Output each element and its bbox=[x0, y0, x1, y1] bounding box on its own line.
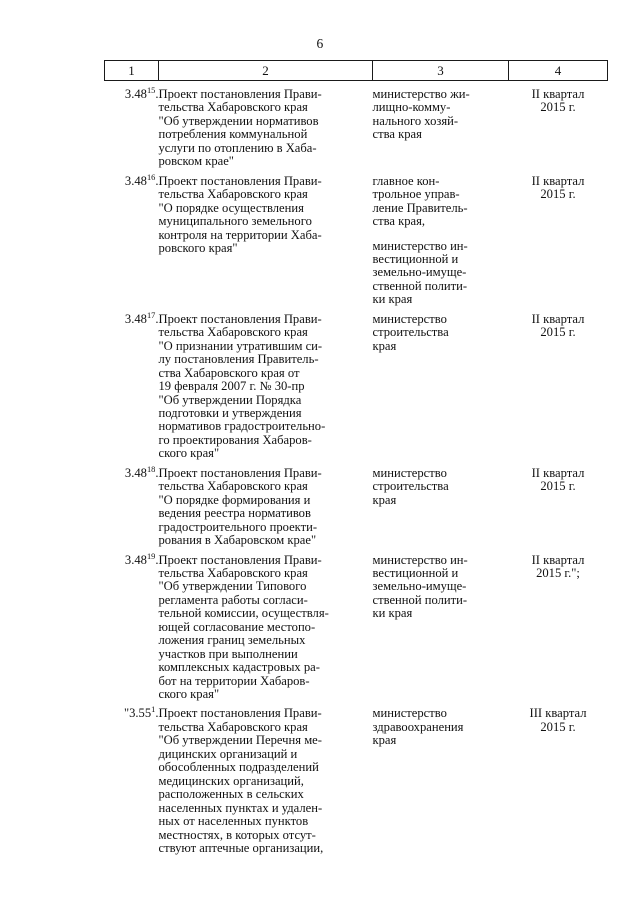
term-line: II квартал bbox=[531, 87, 585, 101]
row-number-suffix: . bbox=[155, 87, 159, 101]
measure-name-line: ского края" bbox=[158, 687, 220, 702]
measure-name-line: ствуют аптечные организации, bbox=[158, 841, 324, 856]
row-number bbox=[105, 701, 159, 855]
measure-name-line: ровском крае" bbox=[158, 154, 234, 169]
responsible-organization-line: ства края, bbox=[372, 214, 426, 229]
responsible-organization-line: министерство жи- bbox=[372, 87, 470, 101]
responsible-organization-line: министерство bbox=[372, 706, 447, 721]
responsible-organization bbox=[373, 175, 509, 307]
measure-name-line: градостроительного проекти- bbox=[158, 519, 318, 534]
page-number: 6 bbox=[316, 36, 324, 51]
measure-name-line: тельства Хабаровского края bbox=[158, 565, 308, 580]
measure-name-line: Проект постановления Прави- bbox=[158, 552, 322, 567]
column-header-4: 4 bbox=[509, 61, 608, 81]
measure-name bbox=[159, 175, 373, 256]
responsible-organization-line: ки края bbox=[372, 606, 413, 621]
responsible-organization-line: ства края bbox=[372, 127, 422, 142]
measure-name-line: расположенных в сельских bbox=[158, 787, 304, 802]
measure-name-line: населенных пунктах и удален- bbox=[158, 800, 323, 815]
measure-name-line: тельства Хабаровского края bbox=[158, 325, 308, 340]
row-measure-name bbox=[159, 81, 373, 169]
row-number-suffix: . bbox=[155, 311, 159, 326]
row-measure-name bbox=[159, 701, 373, 855]
measure-name bbox=[159, 554, 373, 702]
measure-name-line: "Об утверждении Типового bbox=[158, 579, 307, 594]
measure-name-line: 19 февраля 2007 г. № 30-пр bbox=[158, 379, 305, 394]
measure-name-line: медицинских организаций, bbox=[158, 773, 304, 788]
measure-name-line: нормативов градостроительно- bbox=[158, 419, 326, 434]
measure-name bbox=[159, 313, 373, 461]
row-number-suffix: . bbox=[155, 552, 159, 567]
term bbox=[509, 88, 608, 115]
row-term bbox=[509, 169, 608, 307]
row-number-suffix: . bbox=[155, 465, 159, 480]
responsible-organization-line: министерство bbox=[372, 311, 447, 326]
measure-name-line: местностях, в которых отсут- bbox=[158, 827, 316, 842]
row-number-suffix: . bbox=[155, 173, 159, 188]
responsible-organization-line: вестиционной и bbox=[372, 565, 459, 580]
responsible-organization-line: края bbox=[372, 338, 397, 353]
measure-name-line: подготовки и утверждения bbox=[158, 405, 302, 420]
row-number-base: 3.48 bbox=[124, 552, 147, 567]
row-number bbox=[105, 81, 159, 169]
row-number bbox=[105, 307, 159, 461]
measure-name-line: ства Хабаровского края от bbox=[158, 365, 300, 380]
measure-name-line: Проект постановления Прави- bbox=[158, 87, 322, 101]
measure-name-line: регламента работы согласи- bbox=[158, 592, 308, 607]
term-line: 2015 г. bbox=[540, 187, 576, 202]
row-number bbox=[105, 169, 159, 307]
measure-name-line: "О порядке формирования и bbox=[158, 492, 311, 507]
responsible-organization bbox=[373, 554, 509, 621]
row-measure-name bbox=[159, 461, 373, 548]
measure-name-line: тельства Хабаровского края bbox=[158, 100, 308, 115]
responsible-organization-line: края bbox=[372, 492, 397, 507]
row-number-suffix: . bbox=[155, 706, 159, 721]
row-term bbox=[509, 548, 608, 702]
row-number-base: 3.48 bbox=[124, 87, 147, 101]
row-number-superscript: 15 bbox=[146, 85, 156, 95]
responsible-organization-line: ки края bbox=[372, 292, 413, 307]
measure-name-line: дицинских организаций и bbox=[158, 746, 298, 761]
responsible-organization-line: министерство bbox=[372, 465, 447, 480]
row-term bbox=[509, 701, 608, 855]
measure-name-line: потребления коммунальной bbox=[158, 127, 308, 142]
measure-name-line: лу постановления Правитель- bbox=[158, 352, 319, 367]
row-number-superscript: 16 bbox=[146, 172, 156, 182]
measure-name-line: Проект постановления Прави- bbox=[158, 173, 322, 188]
measure-name-line: го проектирования Хабаров- bbox=[158, 432, 312, 447]
responsible-organization-line: ственной полити- bbox=[372, 278, 468, 293]
row-responsible-organization bbox=[373, 548, 509, 702]
row-number-prefix: " bbox=[123, 706, 130, 721]
column-header-3: 3 bbox=[373, 61, 509, 81]
row-responsible-organization bbox=[373, 461, 509, 548]
responsible-organization-line: здравоохранения bbox=[372, 719, 464, 734]
row-number-base: 3.55 bbox=[129, 706, 152, 721]
row-responsible-organization bbox=[373, 701, 509, 855]
table-body bbox=[105, 81, 608, 856]
measure-name-line: "О порядке осуществления bbox=[158, 200, 304, 215]
term-line: II квартал bbox=[531, 552, 585, 567]
row-number-base: 3.48 bbox=[124, 173, 147, 188]
responsible-organization bbox=[373, 467, 509, 507]
row-number-base: 3.48 bbox=[124, 465, 147, 480]
responsible-organization-line: главное кон- bbox=[372, 173, 440, 188]
responsible-organization bbox=[373, 88, 509, 142]
measure-name bbox=[159, 707, 373, 855]
table-header-row bbox=[105, 61, 608, 81]
measure-name-line: Проект постановления Прави- bbox=[158, 311, 322, 326]
table-row bbox=[105, 169, 608, 307]
responsible-organization bbox=[373, 707, 509, 747]
term-line: II квартал bbox=[531, 173, 585, 188]
term bbox=[509, 554, 608, 581]
measure-name-line: Проект постановления Прави- bbox=[158, 706, 322, 721]
responsible-organization-line: строительства bbox=[372, 479, 449, 494]
row-responsible-organization bbox=[373, 169, 509, 307]
term bbox=[509, 313, 608, 340]
row-term bbox=[509, 461, 608, 548]
row-number-base: 3.48 bbox=[124, 311, 147, 326]
term-line: 2015 г. bbox=[540, 100, 576, 115]
responsible-organization-line: ление Правитель- bbox=[372, 200, 468, 215]
term-line: 2015 г. bbox=[540, 719, 576, 734]
measure-name-line: Проект постановления Прави- bbox=[158, 465, 322, 480]
responsible-organization-line: ственной полити- bbox=[372, 592, 468, 607]
term bbox=[509, 175, 608, 202]
row-responsible-organization bbox=[373, 81, 509, 169]
measure-name-line: комплексных кадастровых ра- bbox=[158, 660, 320, 675]
measure-name-line: "Об утверждении Порядка bbox=[158, 392, 302, 407]
responsible-organization-line: министерство ин- bbox=[372, 238, 468, 253]
column-header-1: 1 bbox=[105, 61, 159, 81]
measure-name-line: услуги по отоплению в Хаба- bbox=[158, 140, 317, 155]
measure-name bbox=[159, 467, 373, 548]
column-header-2: 2 bbox=[159, 61, 373, 81]
measure-name-line: тельной комиссии, осуществля- bbox=[158, 606, 329, 621]
responsible-organization bbox=[373, 313, 509, 353]
responsible-organization-line: края bbox=[372, 733, 397, 748]
row-measure-name bbox=[159, 548, 373, 702]
term-line: 2015 г. bbox=[540, 325, 576, 340]
measure-name-line: "Об утверждении Перечня ме- bbox=[158, 733, 322, 748]
responsible-organization-line: министерство ин- bbox=[372, 552, 468, 567]
row-responsible-organization bbox=[373, 307, 509, 461]
row-number bbox=[105, 461, 159, 548]
measure-name-line: контроля на территории Хаба- bbox=[158, 227, 322, 242]
responsible-organization-line: трольное управ- bbox=[372, 187, 460, 202]
responsible-organization-line: лищно-комму- bbox=[372, 100, 451, 115]
row-measure-name bbox=[159, 169, 373, 307]
table-row bbox=[105, 701, 608, 855]
row-number-superscript: 17 bbox=[146, 310, 156, 320]
responsible-organization-line: вестиционной и bbox=[372, 251, 459, 266]
measure-name-line: участков при выполнении bbox=[158, 646, 298, 661]
measure-name-line: муниципального земельного bbox=[158, 214, 312, 229]
row-number-superscript: 19 bbox=[146, 551, 156, 561]
measure-name-line: тельства Хабаровского края bbox=[158, 187, 308, 202]
term bbox=[509, 707, 608, 734]
table-row bbox=[105, 461, 608, 548]
term-line: III квартал bbox=[529, 706, 587, 721]
table-header bbox=[105, 61, 608, 81]
row-term bbox=[509, 81, 608, 169]
measure-name-line: тельства Хабаровского края bbox=[158, 479, 308, 494]
measure-name-line: ведения реестра нормативов bbox=[158, 506, 311, 521]
table-row bbox=[105, 307, 608, 461]
table-row bbox=[105, 548, 608, 702]
row-number-superscript: 18 bbox=[146, 464, 156, 474]
responsible-organization-line: земельно-имуще- bbox=[372, 579, 467, 594]
responsible-organization-line: строительства bbox=[372, 325, 449, 340]
term bbox=[509, 467, 608, 494]
measure-name-line: "Об утверждении нормативов bbox=[158, 113, 319, 128]
measures-table bbox=[104, 60, 608, 855]
measure-name-line: "О признании утратившим си- bbox=[158, 338, 323, 353]
term-line: II квартал bbox=[531, 465, 585, 480]
table-row bbox=[105, 81, 608, 169]
measure-name bbox=[159, 88, 373, 169]
row-number bbox=[105, 548, 159, 702]
row-measure-name bbox=[159, 307, 373, 461]
measure-name-line: ющей согласование местопо- bbox=[158, 619, 316, 634]
term-line: 2015 г. bbox=[540, 479, 576, 494]
measure-name-line: ных от населенных пунктов bbox=[158, 814, 309, 829]
responsible-organization-line: земельно-имуще- bbox=[372, 265, 467, 280]
measure-name-line: тельства Хабаровского края bbox=[158, 719, 308, 734]
responsible-organization-line bbox=[373, 229, 509, 240]
measure-name-line: ского края" bbox=[158, 446, 220, 461]
term-line: II квартал bbox=[531, 311, 585, 326]
row-number-superscript: 1 bbox=[151, 705, 156, 715]
measure-name-line: бот на территории Хабаров- bbox=[158, 673, 310, 688]
measure-name-line: ровского края" bbox=[158, 240, 238, 255]
responsible-organization-line: нального хозяй- bbox=[372, 113, 459, 128]
measure-name-line: рования в Хабаровском крае" bbox=[158, 533, 317, 548]
measure-name-line: ложения границ земельных bbox=[158, 633, 306, 648]
measure-name-line: обособленных подразделений bbox=[158, 760, 319, 775]
term-line: 2015 г."; bbox=[536, 565, 580, 580]
row-term bbox=[509, 307, 608, 461]
